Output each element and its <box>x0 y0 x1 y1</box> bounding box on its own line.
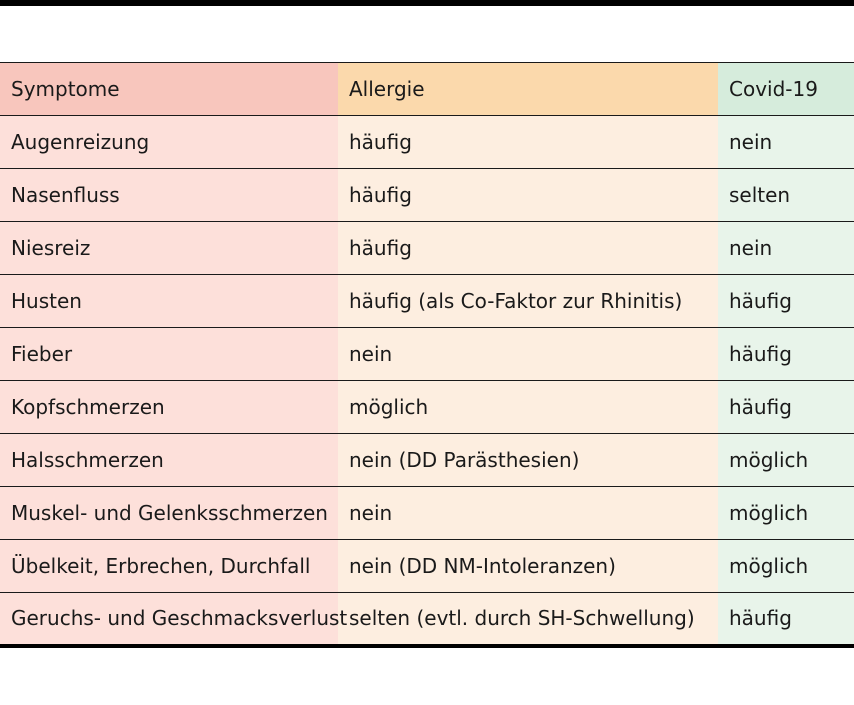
table-row <box>0 381 854 434</box>
cell-allergy: nein <box>338 487 718 540</box>
cell-symptom: Muskel- und Gelenksschmerzen <box>0 487 338 540</box>
table-row <box>0 328 854 381</box>
cell-covid: selten <box>718 169 854 222</box>
table-row <box>0 593 854 646</box>
table-row <box>0 434 854 487</box>
table-row <box>0 222 854 275</box>
cell-allergy: häufig <box>338 222 718 275</box>
top-divider <box>0 0 854 6</box>
table-row <box>0 540 854 593</box>
cell-symptom: Fieber <box>0 328 338 381</box>
cell-covid: häufig <box>718 328 854 381</box>
cell-allergy: häufig <box>338 169 718 222</box>
cell-covid: häufig <box>718 275 854 328</box>
cell-symptom: Geruchs- und Geschmacksverlust <box>0 593 338 646</box>
cell-symptom: Kopfschmerzen <box>0 381 338 434</box>
cell-symptom: Nasenfluss <box>0 169 338 222</box>
table-row <box>0 487 854 540</box>
cell-covid: häufig <box>718 381 854 434</box>
header-symptome: Symptome <box>0 63 338 116</box>
cell-covid: nein <box>718 222 854 275</box>
cell-covid: häufig <box>718 593 854 646</box>
cell-symptom: Niesreiz <box>0 222 338 275</box>
cell-allergy: nein (DD Parästhesien) <box>338 434 718 487</box>
cell-symptom: Husten <box>0 275 338 328</box>
cell-allergy: möglich <box>338 381 718 434</box>
table-row <box>0 275 854 328</box>
table-row <box>0 169 854 222</box>
cell-covid: nein <box>718 116 854 169</box>
cell-covid: möglich <box>718 434 854 487</box>
cell-allergy: nein (DD NM-Intoleranzen) <box>338 540 718 593</box>
cell-symptom: Augenreizung <box>0 116 338 169</box>
cell-covid: möglich <box>718 540 854 593</box>
symptom-comparison-table <box>0 62 854 648</box>
header-covid-19: Covid-19 <box>718 63 854 116</box>
cell-symptom: Halsschmerzen <box>0 434 338 487</box>
cell-allergy: häufig <box>338 116 718 169</box>
cell-symptom: Übelkeit, Erbrechen, Durchfall <box>0 540 338 593</box>
table-row <box>0 116 854 169</box>
table-header-row <box>0 63 854 116</box>
cell-allergy: häufig (als Co-Faktor zur Rhinitis) <box>338 275 718 328</box>
cell-covid: möglich <box>718 487 854 540</box>
cell-allergy: nein <box>338 328 718 381</box>
header-allergie: Allergie <box>338 63 718 116</box>
cell-allergy: selten (evtl. durch SH-Schwellung) <box>338 593 718 646</box>
